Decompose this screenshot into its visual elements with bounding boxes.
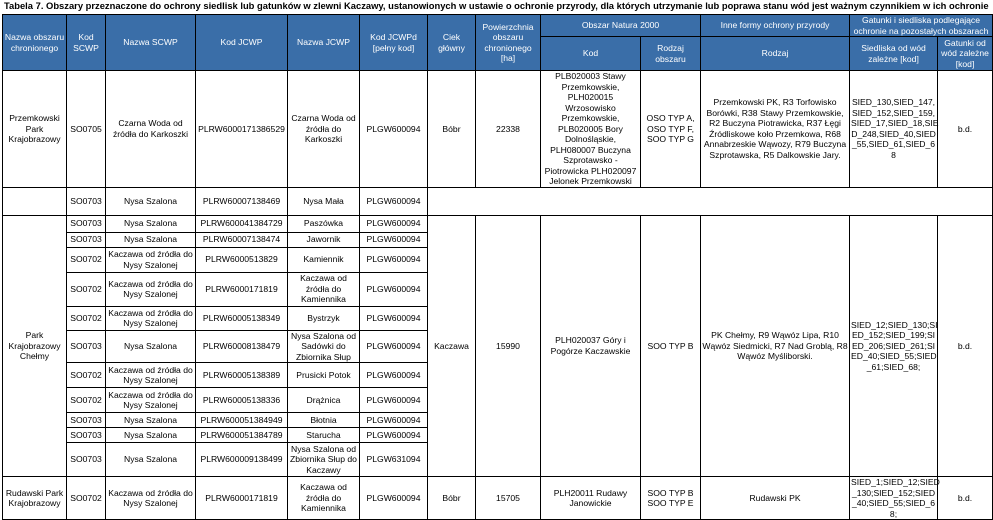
scwp-code: SO0702 [67,363,106,388]
main-river: Bóbr [428,71,476,188]
scwp-name: Nysa Szalona [106,215,196,232]
natura-code: PLH020037 Góry i Pogórze Kaczawskie [541,215,641,477]
jcwp-code: PLRW60007138469 [196,187,288,215]
header-kod-jcwpd: Kod JCWPd [pełny kod] [360,15,428,71]
jcwpd-code: PLGW600094 [360,215,428,232]
scwp-name: Nysa Szalona [106,232,196,247]
natura-code: PLH20011 Rudawy Janowickie [541,477,641,520]
jcwpd-code: PLGW600094 [360,477,428,520]
jcwp-name: Kamiennik [288,247,360,272]
jcwp-name: Kaczawa od źródła do Kamiennika [288,477,360,520]
jcwp-code: PLRW600009138499 [196,443,288,477]
jcwpd-code: PLGW631094 [360,443,428,477]
main-river: Bóbr [428,477,476,520]
jcwp-code: PLRW60005138349 [196,306,288,330]
table-caption: Tabela 7. Obszary przeznaczone do ochrony siedlisk lub gatunków w zlewni Kaczawy, ustanowionych w ustawie o ochronie przyrody, dla których utrzymanie lub poprawa stanu wód jest ważnym czynnikiem w ich ochronie [4,0,989,11]
species: b.d. [938,71,993,188]
scwp-name: Nysa Szalona [106,330,196,363]
jcwpd-code: PLGW600094 [360,187,428,215]
table-row [3,477,993,520]
jcwp-name: Prusicki Potok [288,363,360,388]
jcwp-name: Paszówka [288,215,360,232]
area-name: Przemkowski Park Krajobrazowy [3,71,67,188]
scwp-code: SO0703 [67,443,106,477]
jcwp-code: PLRW60008138479 [196,330,288,363]
scwp-code: SO0703 [67,215,106,232]
header-gatunki: Gatunki i siedliska podlegające ochronie na pozostałych obszarach [850,15,993,37]
scwp-name: Kaczawa od źródła do Nysy Szalonej [106,363,196,388]
area-name: Park Krajobrazowy Chełmy [3,215,67,477]
scwp-name: Nysa Szalona [106,413,196,428]
empty-cell [428,187,993,215]
scwp-code: SO0702 [67,477,106,520]
scwp-name: Kaczawa od źródła do Nysy Szalonej [106,477,196,520]
species: b.d. [938,477,993,520]
scwp-name: Kaczawa od źródła do Nysy Szalonej [106,306,196,330]
other-protection: PK Chełmy, R9 Wąwóz Lipa, R10 Wąwóz Siedmicki, R7 Nad Groblą, R8 Wąwóz Myśliborski. [701,215,850,477]
natura-code: PLB020003 Stawy Przemkowskie, PLH020015 Wrzosowisko Przemkowskie, PLB020005 Bory Dolnośląskie, PLH080007 Buczyna Szprotawsko - Piotrowicka PLH020097 Jelonek Przemkowski [541,71,641,188]
header-nazwa-jcwp: Nazwa JCWP [288,15,360,71]
natura-type: OSO TYP A, OSO TYP F, SOO TYP G [641,71,701,188]
scwp-code: SO0703 [67,232,106,247]
scwp-name: Nysa Szalona [106,187,196,215]
jcwp-name: Starucha [288,428,360,443]
scwp-code: SO0702 [67,306,106,330]
header-inne-rodzaj: Rodzaj [701,37,850,71]
table-row [3,187,993,215]
jcwp-name: Jawornik [288,232,360,247]
jcwpd-code: PLGW600094 [360,272,428,306]
empty-cell [3,187,67,215]
header-kod-scwp: Kod SCWP [67,15,106,71]
area-size: 22338 [476,71,541,188]
jcwpd-code: PLGW600094 [360,428,428,443]
species: b.d. [938,215,993,477]
header-kod-jcwp: Kod JCWP [196,15,288,71]
scwp-name: Nysa Szalona [106,443,196,477]
jcwp-code: PLRW600041384729 [196,215,288,232]
main-river: Kaczawa [428,215,476,477]
header-natura-rodzaj: Rodzaj obszaru [641,37,701,71]
jcwpd-code: PLGW600094 [360,363,428,388]
header-nazwa-scwp: Nazwa SCWP [106,15,196,71]
jcwp-name: Bystrzyk [288,306,360,330]
scwp-code: SO0703 [67,187,106,215]
jcwpd-code: PLGW600094 [360,306,428,330]
jcwpd-code: PLGW600094 [360,413,428,428]
scwp-name: Czarna Woda od źródła do Karkoszki [106,71,196,188]
other-protection: Przemkowski PK, R3 Torfowisko Borówki, R38 Stawy Przemkowskie, R2 Buczyna Piotrawicka, R37 Łęgi Źródliskowe koło Przemkowa, R68 Annabrzeskie Wąwozy, R79 Buczyna Szprotawska, R5 Dalkowskie Jary. [701,71,850,188]
habitats: SIED_130,SIED_147, SIED_152,SIED_159, SIED_17,SIED_18,SIE D_248,SIED_40,SIED _55,SIED_61,SIED_6 8 [850,71,938,188]
jcwp-name: Błotnia [288,413,360,428]
scwp-code: SO0702 [67,272,106,306]
table-row [3,71,993,188]
protected-areas-table [2,14,993,520]
jcwp-code: PLRW60007138474 [196,232,288,247]
scwp-code: SO0702 [67,247,106,272]
jcwpd-code: PLGW600094 [360,232,428,247]
jcwpd-code: PLGW600094 [360,388,428,413]
jcwp-name: Nysa Szalona od Sadówki do Zbiornika Słup [288,330,360,363]
header-powierzchnia: Powierzchnia obszaru chronionego [ha] [476,15,541,71]
jcwp-name: Kaczawa od źródła do Kamiennika [288,272,360,306]
jcwp-name: Drążnica [288,388,360,413]
header-ciek: Ciek główny [428,15,476,71]
jcwp-code: PLRW600051384789 [196,428,288,443]
habitats: SIED_1;SIED_12;SIED _130;SIED_152;SIED _40;SIED_55;SIED_6 8; [851,477,940,519]
header-siedliska: Siedliska od wód zależne [kod] [850,37,938,71]
scwp-code: SO0703 [67,428,106,443]
scwp-name: Kaczawa od źródła do Nysy Szalonej [106,388,196,413]
table-row [3,215,993,232]
header-natura: Obszar Natura 2000 [541,15,701,37]
natura-type: SOO TYP B SOO TYP E [641,477,701,520]
jcwp-code: PLRW60005138389 [196,363,288,388]
scwp-name: Nysa Szalona [106,428,196,443]
scwp-name: Kaczawa od źródła do Nysy Szalonej [106,272,196,306]
jcwp-code: PLRW6000171386529 [196,71,288,188]
habitats: SIED_12;SIED_130;SI ED_152;SIED_199;SI ED_206;SIED_261;SI ED_40;SIED_55;SIED _61;SIED_68; [850,215,938,477]
area-size: 15705 [476,477,541,520]
jcwp-code: PLRW6000513829 [196,247,288,272]
scwp-name: Kaczawa od źródła do Nysy Szalonej [106,247,196,272]
jcwp-code: PLRW6000171819 [196,272,288,306]
jcwp-code: PLRW60005138336 [196,388,288,413]
natura-type: SOO TYP B [641,215,701,477]
header-nazwa-obszaru: Nazwa obszaru chronionego [3,15,67,71]
jcwpd-code: PLGW600094 [360,330,428,363]
scwp-code: SO0703 [67,330,106,363]
header-inne: Inne formy ochrony przyrody [701,15,850,37]
jcwp-name: Nysa Szalona od Zbiornika Słup do Kaczawy [288,443,360,477]
jcwpd-code: PLGW600094 [360,71,428,188]
other-protection: Rudawski PK [701,477,850,520]
jcwp-code: PLRW600051384949 [196,413,288,428]
jcwp-name: Czarna Woda od źródła do Karkoszki [288,71,360,188]
scwp-code: SO0702 [67,388,106,413]
jcwpd-code: PLGW600094 [360,247,428,272]
scwp-code: SO0703 [67,413,106,428]
jcwp-name: Nysa Mała [288,187,360,215]
area-name: Rudawski Park Krajobrazowy [3,477,67,520]
header-natura-kod: Kod [541,37,641,71]
area-size: 15990 [476,215,541,477]
scwp-code: SO0705 [67,71,106,188]
header-gatunki-kod: Gatunki od wód zależne [kod] [938,37,993,71]
jcwp-code: PLRW6000171819 [196,477,288,520]
